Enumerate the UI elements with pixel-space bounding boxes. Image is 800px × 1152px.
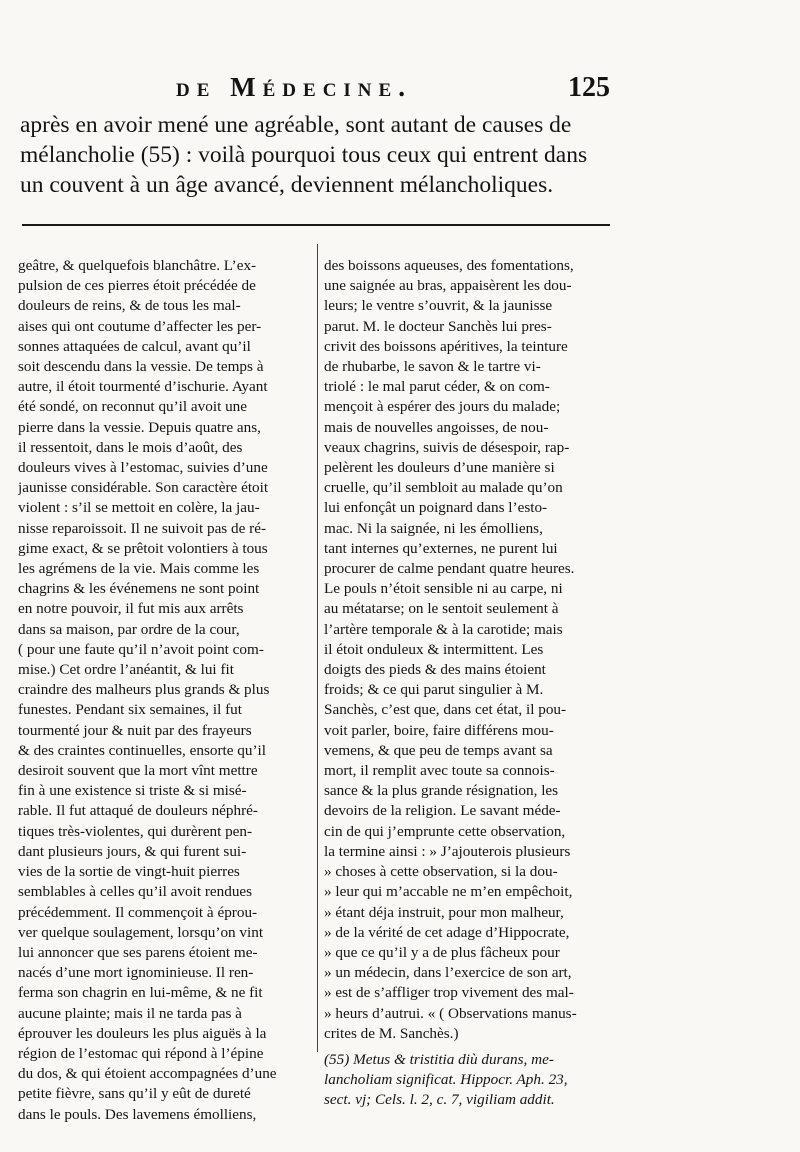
text-line: mac. Ni la saignée, ni les émolliens, <box>324 519 543 537</box>
text-line: vemens, & que peu de temps avant sa <box>324 741 553 759</box>
text-line: leurs; le ventre s’ouvrit, & la jaunisse <box>324 297 553 315</box>
page-header <box>0 72 800 110</box>
text-line: tant internes qu’externes, ne purent lui <box>324 539 558 557</box>
text-line: éprouver les douleurs les plus aiguës à la <box>18 1024 267 1042</box>
text-line: veaux chagrins, suivis de désespoir, rap- <box>324 438 570 456</box>
text-line: ver quelque soulagement, lorsqu’on vint <box>18 923 264 941</box>
text-line: pelèrent les douleurs d’une manière si <box>324 459 555 477</box>
text-line: semblables à celles qu’il avoit rendues <box>18 883 253 901</box>
text-line: ( pour une faute qu’il n’avoit point com- <box>18 640 264 658</box>
text-line: sance & la plus grande résignation, les <box>324 782 559 800</box>
text-line: chagrins & les événemens ne sont point <box>18 580 260 598</box>
page-number: 125 <box>568 72 610 103</box>
text-line: ferma son chagrin en lui-même, & ne fit <box>18 984 263 1002</box>
text-line: autre, il étoit tourmenté d’ischurie. Ayant <box>18 378 268 396</box>
text-line: doigts des pieds & des mains étoient <box>324 661 546 679</box>
text-line: » choses à cette observation, si la dou- <box>324 863 558 881</box>
column-divider <box>317 244 318 1052</box>
text-line: triolé : le mal parut céder, & on com- <box>324 378 550 396</box>
text-line: dans sa maison, par ordre de la cour, <box>18 620 240 638</box>
footnote-line: (55) Metus & tristitia diù durans, me- <box>324 1050 554 1068</box>
text-line: voit parler, boire, faire différens mou- <box>324 721 554 739</box>
text-line: mise.) Cet ordre l’anéantit, & lui fit <box>18 661 234 679</box>
left-column <box>18 256 314 1125</box>
text-line: au métatarse; on le sentoit seulement à <box>324 600 559 618</box>
text-line: aucune plainte; mais il ne tarda pas à <box>18 1004 242 1022</box>
text-line: funestes. Pendant six semaines, il fut <box>18 701 242 719</box>
text-line: en notre pouvoir, il fut mis aux arrêts <box>18 600 244 618</box>
text-line: du dos, & qui étoient accompagnées d’une <box>18 1065 277 1083</box>
text-line: froids; & ce qui parut singulier à M. <box>324 681 544 699</box>
text-line: des boissons aqueuses, des fomentations, <box>324 257 574 274</box>
text-line: mort, il remplit avec toute sa connois- <box>324 762 555 780</box>
text-line: les agrémens de la vie. Mais comme les <box>18 560 260 578</box>
footnote-line: sect. vj; Cels. l. 2, c. 7, vigiliam addit. <box>324 1091 555 1109</box>
text-line: de rhubarbe, le savon & le tartre vi- <box>324 358 541 376</box>
text-line: il étoit onduleux & intermittent. Les <box>324 640 544 658</box>
text-line: soit descendu dans la vessie. De temps à <box>18 358 264 376</box>
text-line: une saignée au bras, appaisèrent les dou- <box>324 277 572 295</box>
text-line: tourmenté jour & nuit par des frayeurs <box>18 721 252 739</box>
text-line: tiques très-violentes, qui durèrent pen- <box>18 822 253 840</box>
text-line: jaunisse considérable. Son caractère étoit <box>18 479 269 497</box>
header-rule <box>22 224 610 226</box>
text-line: vies de la sortie de vingt-huit pierres <box>18 863 240 881</box>
text-line: aises qui ont coutume d’affecter les per- <box>18 317 262 335</box>
lead-paragraph <box>20 110 620 200</box>
text-line: craindre des malheurs plus grands & plus <box>18 681 270 699</box>
text-line: & des craintes continuelles, ensorte qu’il <box>18 741 266 759</box>
text-line: » heurs d’autrui. « ( Observations manus- <box>324 1004 577 1022</box>
text-line: dans le pouls. Des lavemens émolliens, <box>18 1105 257 1123</box>
text-line: mais de nouvelles angoisses, de nou- <box>324 418 549 436</box>
text-line: nisse reparoissoit. Il ne suivoit pas de ré- <box>18 519 267 537</box>
text-line: mençoit à espérer des jours du malade; <box>324 398 561 416</box>
text-line: violent : s’il se mettoit en colère, la jau- <box>18 499 260 517</box>
text-line: » de la vérité de cet adage d’Hippocrate, <box>324 923 570 941</box>
text-line: desiroit souvent que la mort vînt mettre <box>18 762 258 780</box>
lead-line: mélancholie (55) : voilà pourquoi tous ceux qui entrent dans <box>20 142 588 168</box>
text-line: Le pouls n’étoit sensible ni au carpe, ni <box>324 580 563 598</box>
text-line: lui annoncer que ses parens étoient me- <box>18 943 258 961</box>
text-line: procurer de calme pendant quatre heures. <box>324 560 575 578</box>
text-line: geâtre, & quelquefois blanchâtre. L’ex- <box>18 257 257 274</box>
text-line: » est de s’affliger trop vivement des mal- <box>324 984 574 1002</box>
text-line: sonnes attaquées de calcul, avant qu’il <box>18 337 251 355</box>
text-line: douleurs de reins, & de tous les mal- <box>18 297 241 315</box>
right-column <box>324 256 620 1111</box>
text-line: petite fièvre, sans qu’il y eût de dureté <box>18 1085 251 1103</box>
text-line: la termine ainsi : » J’ajouterois plusieurs <box>324 842 571 860</box>
running-title: de Médecine. <box>176 72 412 102</box>
text-line: Sanchès, c’est que, dans cet état, il pou- <box>324 701 567 719</box>
text-line: nacés d’une mort ignominieuse. Il ren- <box>18 964 254 982</box>
text-line: » que ce qu’il y a de plus fâcheux pour <box>324 943 560 961</box>
text-line: été sondé, on reconnut qu’il avoit une <box>18 398 248 416</box>
text-line: pierre dans la vessie. Depuis quatre ans, <box>18 418 261 436</box>
text-line: cruelle, qu’il sembloit au malade qu’on <box>324 479 563 497</box>
text-line: crivit des boissons apéritives, la teinture <box>324 337 568 355</box>
text-line: douleurs vives à l’estomac, suivies d’une <box>18 459 268 477</box>
text-line: » étant déja instruit, pour mon malheur, <box>324 903 564 921</box>
text-line: l’artère temporale & à la carotide; mais <box>324 620 563 638</box>
text-line: » leur qui m’accable ne m’en empêchoit, <box>324 883 573 901</box>
text-line: lui enfonçât un poignard dans l’esto- <box>324 499 548 517</box>
text-line: crites de M. Sanchès.) <box>324 1024 459 1042</box>
text-line: devoirs de la religion. Le savant méde- <box>324 802 561 820</box>
text-line: région de l’estomac qui répond à l’épine <box>18 1044 264 1062</box>
text-line: rable. Il fut attaqué de douleurs néphré- <box>18 802 258 820</box>
text-line: cin de qui j’emprunte cette observation, <box>324 822 566 840</box>
text-line: » un médecin, dans l’exercice de son art, <box>324 964 572 982</box>
text-line: dant plusieurs jours, & qui furent sui- <box>18 842 247 860</box>
text-line: pulsion de ces pierres étoit précédée de <box>18 277 256 295</box>
text-line: précédemment. Il commençoit à éprou- <box>18 903 258 921</box>
footnote-line: lancholiam significat. Hippocr. Aph. 23, <box>324 1071 568 1089</box>
text-line: parut. M. le docteur Sanchès lui pres- <box>324 317 552 335</box>
text-line: fin à une existence si triste & si misé- <box>18 782 247 800</box>
lead-line: un couvent à un âge avancé, deviennent mélancholiques. <box>20 172 554 198</box>
text-line: il ressentoit, dans le mois d’août, des <box>18 438 243 456</box>
text-line: gime exact, & se prêtoit volontiers à tous <box>18 539 268 557</box>
lead-line: après en avoir mené une agréable, sont autant de causes de <box>20 112 572 138</box>
